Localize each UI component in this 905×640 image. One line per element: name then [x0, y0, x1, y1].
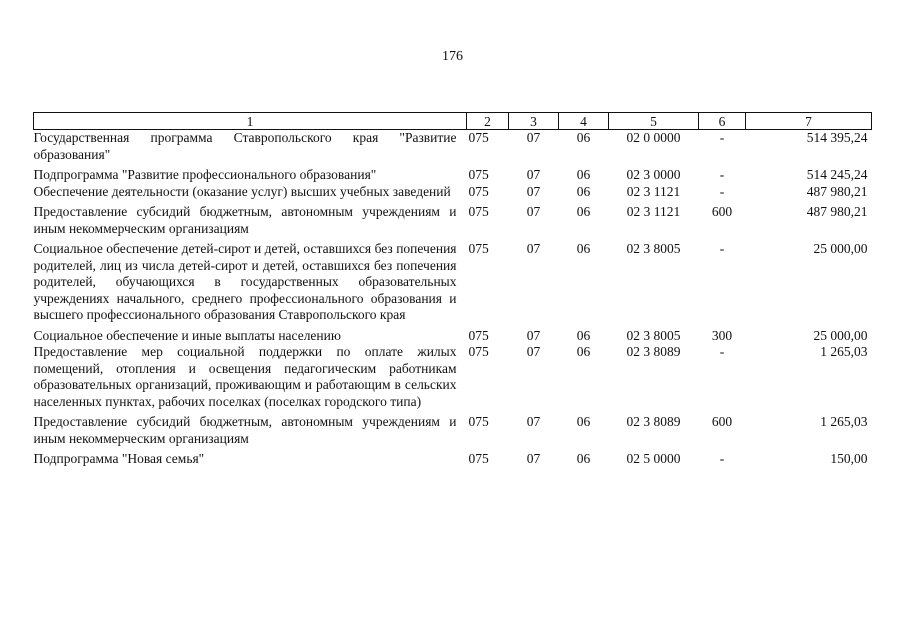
table-header-row	[34, 113, 872, 130]
row-col-5: 02 3 0000	[626, 167, 681, 182]
row-col-4: 06	[576, 167, 591, 182]
row-col-5: 02 3 8089	[626, 344, 681, 359]
table-row	[34, 204, 872, 241]
row-col-5: 02 5 0000	[626, 451, 681, 466]
column-header-7: 7	[746, 113, 872, 130]
row-col-3: 07	[526, 183, 541, 199]
row-col-3: 07	[526, 414, 541, 429]
row-name: Предоставление субсидий бюджетным, автономным учреждениям и иным некоммерческим организациям	[33, 204, 457, 236]
table-row	[34, 130, 872, 168]
row-name: Предоставление мер социальной поддержки по оплате жилых помещений, отопления и освещения педагогическим работникам образовательных организаций, проживающим и работающим в сельских населенных пунктах, рабочих поселках (поселках городского типа)	[33, 344, 457, 409]
row-amount: 150,00	[830, 451, 868, 466]
table-row	[34, 167, 872, 184]
row-col-4: 06	[576, 241, 591, 256]
row-col-6: -	[719, 344, 725, 359]
row-name: Социальное обеспечение и иные выплаты населению	[33, 327, 341, 343]
row-col-6: -	[719, 167, 725, 182]
row-col-3: 07	[526, 167, 541, 182]
row-col-5: 02 3 8005	[626, 327, 681, 343]
row-col-6: -	[719, 241, 725, 256]
row-col-4: 06	[576, 414, 591, 429]
column-header-1: 1	[34, 113, 467, 130]
row-col-6: 600	[711, 414, 733, 429]
row-col-3: 07	[526, 130, 541, 145]
row-col-5: 02 3 1121	[626, 183, 681, 199]
row-col-3: 07	[526, 327, 541, 343]
row-col-6: 600	[711, 204, 733, 219]
row-col-4: 06	[576, 451, 591, 466]
row-col-2: 075	[468, 451, 489, 466]
row-name: Государственная программа Ставропольского края "Развитие образования"	[33, 130, 457, 162]
row-amount: 25 000,00	[813, 241, 868, 256]
row-col-6: -	[719, 183, 725, 199]
column-header-4: 4	[559, 113, 609, 130]
row-col-2: 075	[468, 167, 489, 182]
row-name: Предоставление субсидий бюджетным, автономным учреждениям и иным некоммерческим организациям	[33, 414, 457, 446]
row-col-5: 02 3 8005	[626, 241, 681, 256]
row-amount: 487 980,21	[806, 183, 868, 199]
column-header-2: 2	[467, 113, 509, 130]
budget-table	[33, 112, 872, 468]
table-row	[34, 451, 872, 468]
column-header-5: 5	[609, 113, 699, 130]
table-row	[34, 241, 872, 328]
row-name: Подпрограмма "Развитие профессионального образования"	[33, 167, 377, 182]
row-col-3: 07	[526, 451, 541, 466]
row-col-6: -	[719, 451, 725, 466]
row-col-2: 075	[468, 414, 489, 429]
row-col-3: 07	[526, 204, 541, 219]
row-col-6: -	[719, 130, 725, 145]
row-col-2: 075	[468, 204, 489, 219]
column-header-6: 6	[699, 113, 746, 130]
row-col-4: 06	[576, 344, 591, 359]
row-col-4: 06	[576, 183, 591, 199]
table-row	[34, 414, 872, 451]
row-col-5: 02 3 8089	[626, 414, 681, 429]
row-col-6: 300	[711, 327, 733, 343]
row-name: Обеспечение деятельности (оказание услуг) высших учебных заведений	[33, 183, 451, 199]
row-col-5: 02 3 1121	[626, 204, 681, 219]
row-col-3: 07	[526, 344, 541, 359]
row-col-4: 06	[576, 327, 591, 343]
row-amount: 1 265,03	[820, 414, 868, 429]
row-name: Социальное обеспечение детей-сирот и детей, оставшихся без попечения родителей, лиц из числа детей-сирот и детей, оставшихся без попечения родителей, обучающихся в государственных образовательных учреждениях начального, среднего профессионального образования и высшего профессионального образования Ставропольского края	[33, 241, 457, 322]
row-col-4: 06	[576, 204, 591, 219]
table-row	[34, 184, 872, 205]
row-name: Подпрограмма "Новая семья"	[33, 451, 205, 466]
row-amount: 514 395,24	[806, 130, 868, 145]
row-amount: 514 245,24	[806, 167, 868, 182]
column-header-3: 3	[509, 113, 559, 130]
page-number: 176	[442, 49, 463, 64]
row-amount: 1 265,03	[820, 344, 868, 359]
row-col-2: 075	[468, 130, 489, 145]
row-amount: 487 980,21	[806, 204, 868, 219]
row-col-2: 075	[468, 344, 489, 359]
row-col-2: 075	[468, 241, 489, 256]
table-row	[34, 328, 872, 345]
table-row	[34, 344, 872, 414]
row-col-2: 075	[468, 183, 489, 199]
row-col-3: 07	[526, 241, 541, 256]
row-amount: 25 000,00	[813, 327, 868, 343]
row-col-5: 02 0 0000	[626, 130, 681, 145]
row-col-2: 075	[468, 327, 489, 343]
row-col-4: 06	[576, 130, 591, 145]
